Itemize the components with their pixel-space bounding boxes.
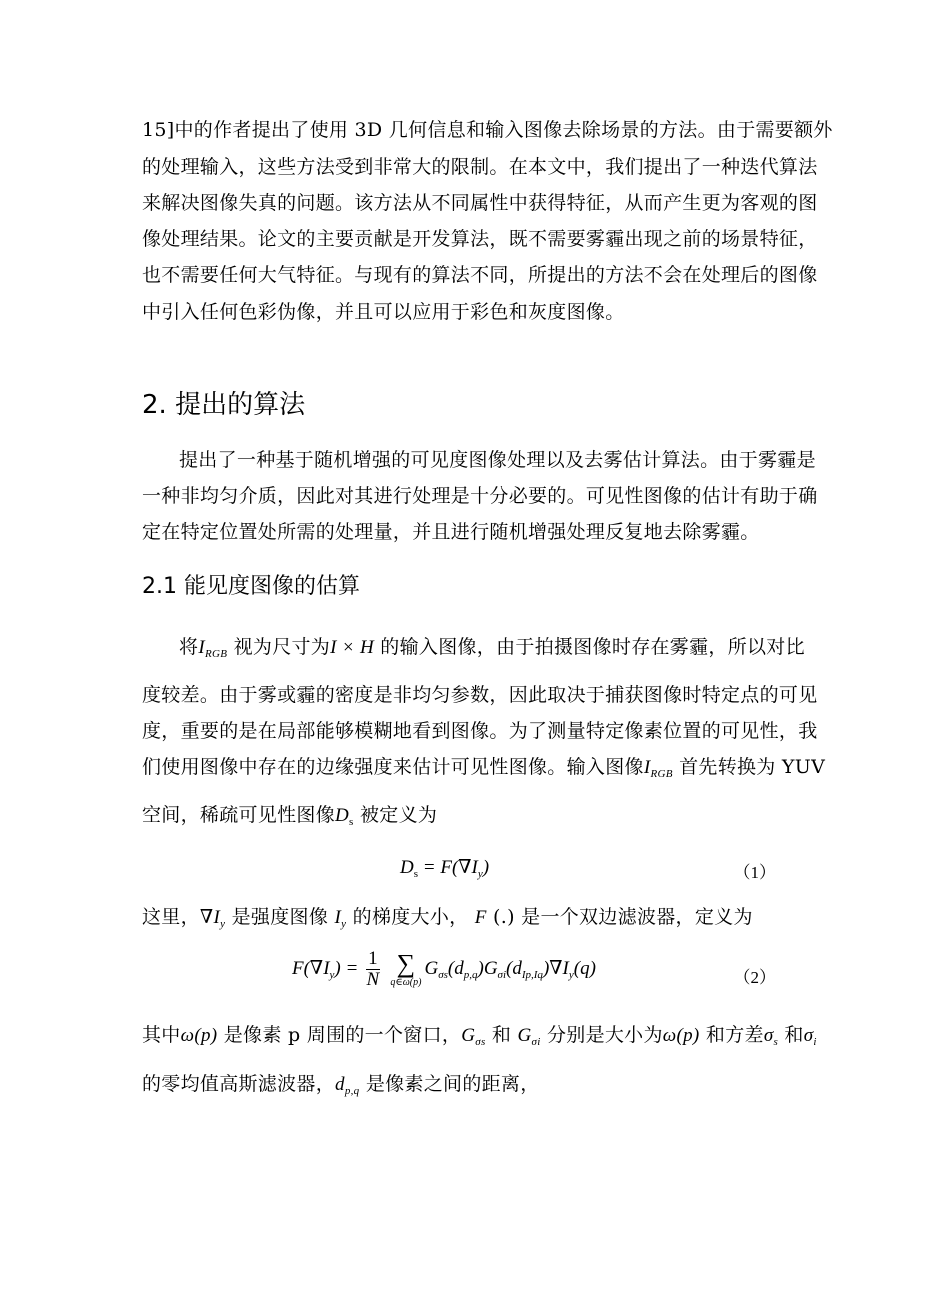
- text: 分别是大小为: [540, 1024, 663, 1046]
- text: 是像素 p 周围的一个窗口，: [217, 1024, 462, 1046]
- math-sub: s: [413, 868, 419, 880]
- equation-number: （2）: [733, 968, 776, 987]
- math-var: G: [483, 957, 498, 979]
- text-line: 像处理结果。论文的主要贡献是开发算法，既不需要雾霾出现之前的场景特征，: [142, 228, 818, 250]
- text: 空间，稀疏可见性图像: [142, 804, 336, 826]
- math-sub: y: [220, 918, 226, 930]
- text: 和: [485, 1024, 518, 1046]
- text-line: [142, 905, 790, 936]
- math-sub: y: [341, 918, 347, 930]
- text: 被定义为: [353, 804, 438, 826]
- text-line: 也不需要任何大气特征。与现有的算法不同，所提出的方法不会在处理后的图像: [142, 264, 818, 286]
- text-line: 15]中的作者提出了使用 3D 几何信息和输入图像去除场景的方法。由于需要额外: [142, 119, 833, 141]
- math-var: G: [424, 957, 439, 979]
- math-sub: σs: [475, 1036, 486, 1048]
- math-sub: p,q: [463, 968, 478, 981]
- text-line: [142, 803, 790, 834]
- math-sub: y: [329, 968, 335, 981]
- summation: [390, 948, 422, 989]
- math-expr: F(∇I: [292, 957, 330, 979]
- math-expr: (d: [447, 957, 464, 979]
- text: 们使用图像中存在的边缘强度来估计可见性图像。输入图像: [142, 756, 644, 778]
- math-var: ∇I: [199, 907, 221, 928]
- math-expr: = F(∇I: [418, 857, 478, 878]
- text: (.) 是一个双边滤波器，定义为: [486, 906, 753, 928]
- math-var: I: [643, 757, 651, 778]
- fraction: [366, 949, 380, 990]
- text-line: 度，重要的是在局部能够模糊地看到图像。为了测量特定像素位置的可见性，我: [142, 720, 818, 742]
- text: 首先转换为 YUV: [672, 756, 826, 778]
- math-var: σ: [803, 1025, 814, 1046]
- fraction-denominator: N: [366, 969, 380, 990]
- math-var: I: [198, 637, 205, 658]
- text-line: [142, 1072, 790, 1103]
- math-expr: I × H: [330, 637, 374, 658]
- text: 视为尺寸为: [227, 636, 331, 658]
- equation-body: [292, 949, 596, 990]
- fraction-numerator: 1: [368, 948, 378, 969]
- subsection-heading: 2.1 能见度图像的估算: [142, 574, 360, 599]
- math-sub: σs: [438, 968, 448, 981]
- math-sub: y: [568, 968, 574, 981]
- sum-limit: q∈ω(p): [390, 976, 422, 988]
- text: 这里，: [142, 906, 200, 928]
- math-sub: i: [813, 1036, 817, 1048]
- text-line: 提出了一种基于随机增强的可见度图像处理以及去雾估计算法。由于雾霾是: [179, 449, 816, 471]
- text-line: [142, 755, 826, 786]
- text-line: 的处理输入，这些方法受到非常大的限制。在本文中，我们提出了一种迭代算法: [142, 156, 818, 178]
- text: 其中: [142, 1024, 181, 1046]
- text-line: 一种非均匀介质，因此对其进行处理是十分必要的。可见性图像的估计有助于确: [142, 485, 818, 507]
- math-expr: )∇I: [542, 957, 569, 979]
- section-heading: 2. 提出的算法: [142, 390, 306, 420]
- text-line: 定在特定位置处所需的处理量，并且进行随机增强处理反复地去除雾霾。: [142, 521, 760, 543]
- equation-number: （1）: [733, 863, 776, 882]
- math-var: G: [461, 1025, 476, 1046]
- math-expr: ω(p): [662, 1025, 700, 1046]
- math-sub: RGB: [650, 768, 673, 780]
- math-sub: σi: [497, 968, 507, 981]
- math-sub: p,q: [344, 1085, 360, 1097]
- math-sub: σi: [531, 1036, 541, 1048]
- math-expr: ω(p): [180, 1025, 218, 1046]
- math-sub: Ip,Iq: [521, 968, 543, 981]
- math-sub: s: [773, 1036, 779, 1048]
- math-sub: s: [349, 816, 354, 828]
- math-var: d: [335, 1074, 345, 1095]
- sum-symbol: ∑: [396, 948, 416, 978]
- text: 的梯度大小，: [346, 906, 475, 928]
- equation-1: [142, 848, 790, 896]
- text: 是强度图像: [225, 906, 335, 928]
- math-var: D: [335, 805, 350, 826]
- math-var: D: [400, 857, 414, 878]
- math-sub: y: [477, 868, 483, 880]
- text-line: 中引入任何色彩伪像，并且可以应用于彩色和灰度图像。: [142, 301, 625, 323]
- text-line: 来解决图像失真的问题。该方法从不同属性中获得特征，从而产生更为客观的图: [142, 192, 818, 214]
- text-line: [142, 1023, 817, 1054]
- text-line: 度较差。由于雾或霾的密度是非均匀参数，因此取决于捕获图像时特定点的可见: [142, 684, 818, 706]
- math-expr: (d: [506, 957, 522, 979]
- text: 和: [778, 1024, 804, 1046]
- text-line: [179, 635, 805, 666]
- math-var: σ: [763, 1025, 774, 1046]
- text: 将: [179, 636, 199, 658]
- text: 的零均值高斯滤波器，: [142, 1073, 336, 1095]
- math-var: F: [474, 907, 487, 928]
- math-expr: ): [477, 957, 484, 979]
- math-var: G: [517, 1025, 532, 1046]
- text: 的输入图像，由于拍摄图像时存在雾霾，所以对比: [373, 636, 805, 658]
- equation-2: [142, 945, 790, 1005]
- math-expr: (q): [573, 957, 596, 979]
- math-var: I: [334, 907, 342, 928]
- text: 和方差: [699, 1024, 764, 1046]
- equation-body: [400, 856, 489, 880]
- math-expr: ) =: [334, 957, 359, 979]
- math-sub: RGB: [204, 648, 228, 660]
- text: 是像素之间的距离，: [359, 1073, 540, 1095]
- math-expr: ): [482, 857, 490, 878]
